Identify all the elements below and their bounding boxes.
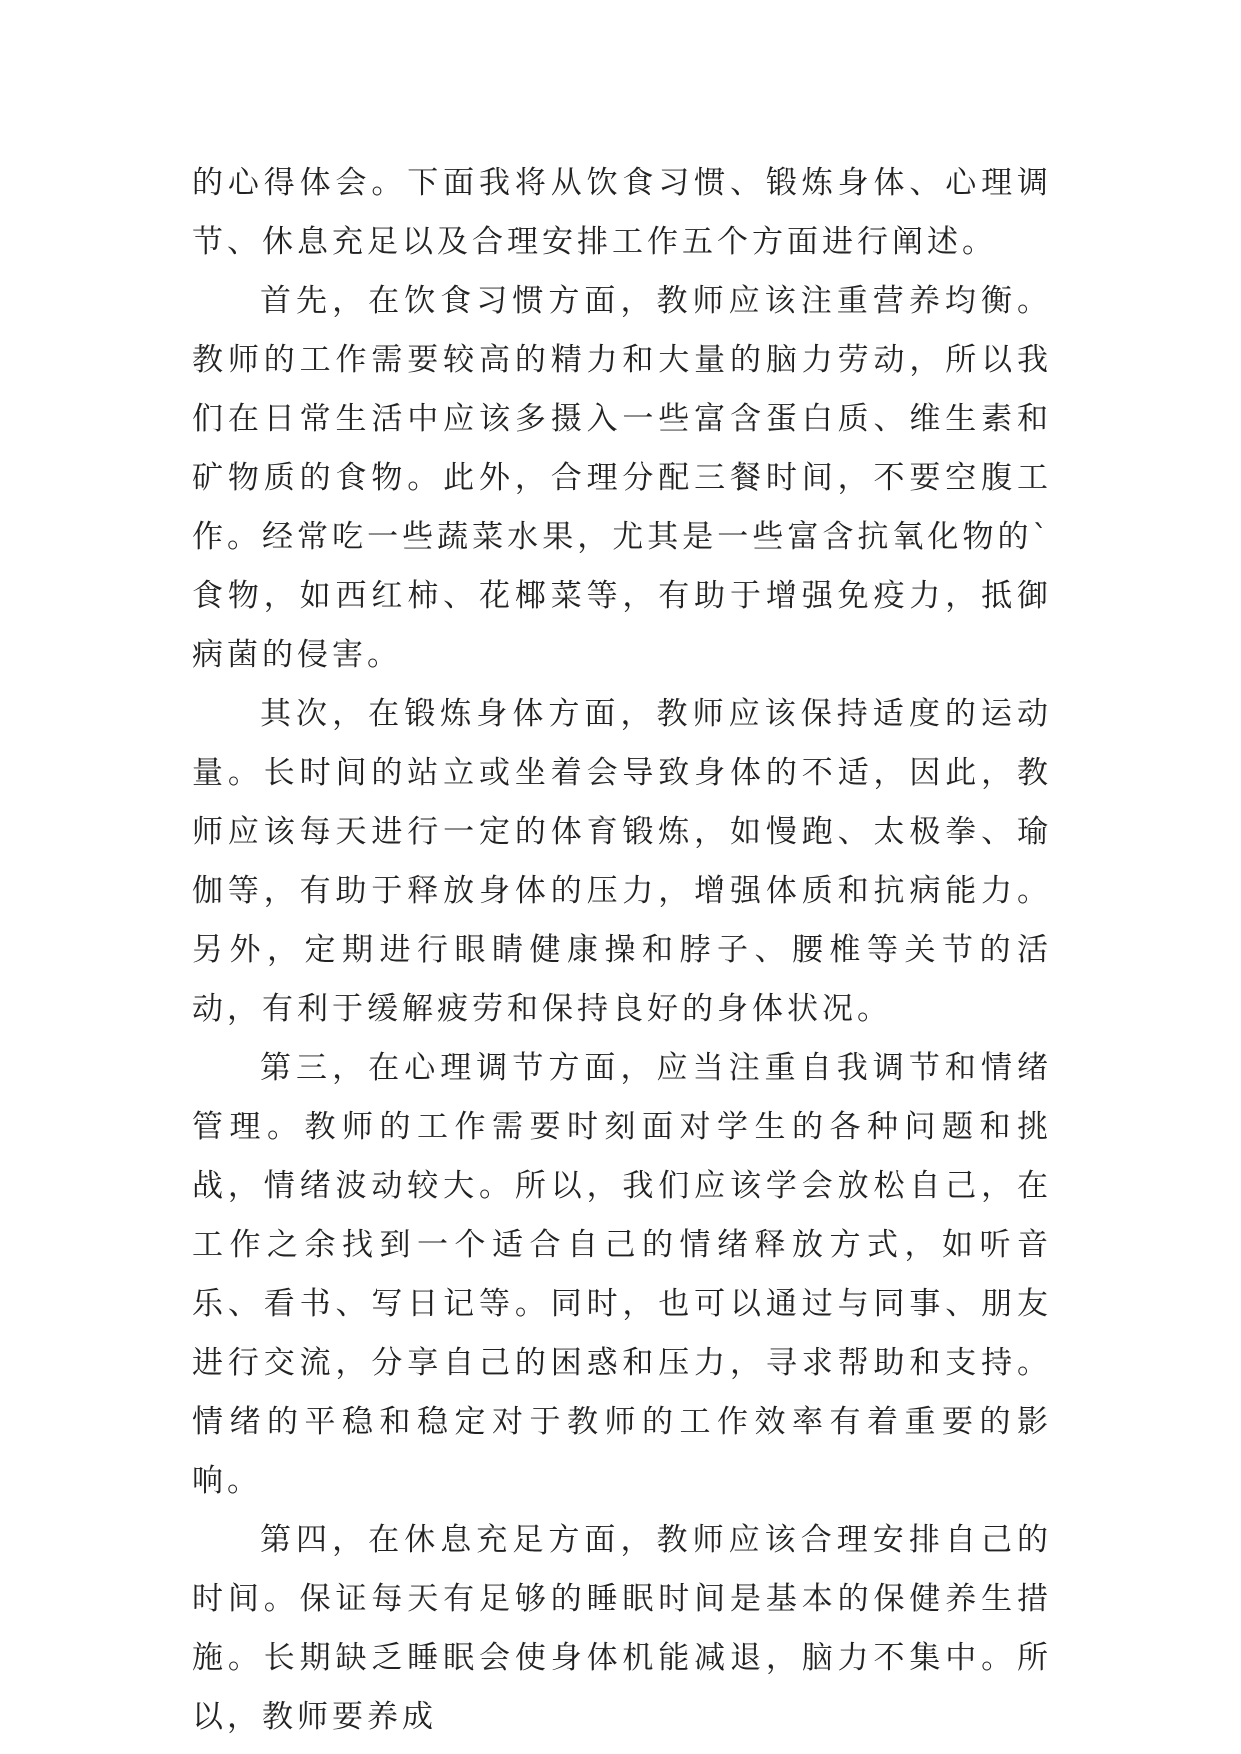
paragraph-2: 首先，在饮食习惯方面，教师应该注重营养均衡。教师的工作需要较高的精力和大量的脑力劳动，所以我们在日常生活中应该多摄入一些富含蛋白质、维生素和矿物质的食物。此外，合理分配三餐时间，不要空腹工作。经常吃一些蔬菜水果，尤其是一些富含抗氧化物的`食物，如西红柿、花椰菜等，有助于增强免疫力，抵御病菌的侵害。 [192,283,1052,673]
paragraph-1: 的心得体会。下面我将从饮食习惯、锻炼身体、心理调节、休息充足以及合理安排工作五个方面进行阐述。 [192,165,1052,260]
paragraph-4: 第三，在心理调节方面，应当注重自我调节和情绪管理。教师的工作需要时刻面对学生的各种问题和挑战，情绪波动较大。所以，我们应该学会放松自己，在工作之余找到一个适合自己的情绪释放方式，如听音乐、看书、写日记等。同时，也可以通过与同事、朋友进行交流，分享自己的困惑和压力，寻求帮助和支持。情绪的平稳和稳定对于教师的工作效率有着重要的影响。 [192,1050,1052,1499]
paragraph-5: 第四，在休息充足方面，教师应该合理安排自己的时间。保证每天有足够的睡眠时间是基本的保健养生措施。长期缺乏睡眠会使身体机能减退，脑力不集中。所以，教师要养成 [192,1522,1052,1735]
paragraph-3: 其次，在锻炼身体方面，教师应该保持适度的运动量。长时间的站立或坐着会导致身体的不适，因此，教师应该每天进行一定的体育锻炼，如慢跑、太极拳、瑜伽等，有助于释放身体的压力，增强体质和抗病能力。另外，定期进行眼睛健康操和脖子、腰椎等关节的活动，有利于缓解疲劳和保持良好的身体状况。 [192,696,1052,1027]
body-text [192,154,1052,1747]
